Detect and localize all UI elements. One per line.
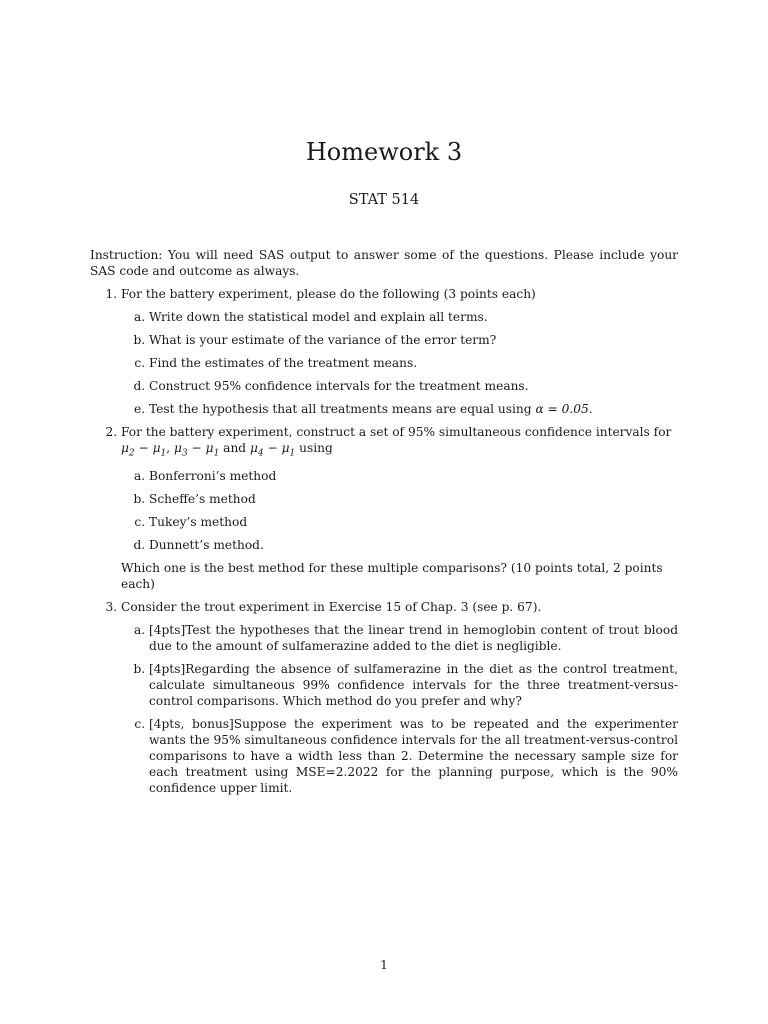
contrast-mu3-mu1: $\mu_3 - \mu_1$ xyxy=(174,441,220,459)
question-2 xyxy=(121,424,678,592)
contrast-mu4-mu1: $\mu_4 - \mu_1$ xyxy=(249,441,296,459)
question-1a: a. Write down the statistical model and explain all terms. xyxy=(149,309,678,325)
question-2-sep1: , xyxy=(166,441,175,455)
alpha-formula: α = 0.05 xyxy=(535,402,589,416)
question-2-text-prefix: For the battery experiment, construct a set of 95% simultaneous confidence intervals for xyxy=(121,425,672,439)
question-3b: b. [4pts]Regarding the absence of sulfamerazine in the diet as the control treatment, calculate simultaneous 99% confidence intervals for the three treatment-versus-control comparisons. Which method do you prefer and why? xyxy=(149,661,678,709)
question-1-text: For the battery experiment, please do the following (3 points each) xyxy=(121,287,536,301)
question-1e-prefix: Test the hypothesis that all treatments means are equal using xyxy=(149,402,536,416)
question-2-sep2: and xyxy=(219,441,250,455)
question-1-subitems xyxy=(121,309,678,417)
homework-body xyxy=(90,247,678,803)
contrast-mu2-mu1: $\mu_2 - \mu_1$ xyxy=(121,441,167,459)
page-number: 1 xyxy=(380,958,388,972)
question-3a: a. [4pts]Test the hypotheses that the linear trend in hemoglobin content of trout blood due to the amount of sulfamerazine added to the diet is negligible. xyxy=(149,622,678,654)
question-3-subitems xyxy=(121,622,678,796)
question-2a: a. Bonferroni’s method xyxy=(149,468,678,484)
question-2c: c. Tukey’s method xyxy=(149,514,678,530)
question-list xyxy=(90,286,678,796)
question-3c: c. [4pts, bonus]Suppose the experiment was to be repeated and the experimenter wants the 95% simultaneous confidence intervals for the all treatment-versus-control comparisons to have a width less than 2. Determine the necessary sample size for each treatment using MSE=2.2022 for the planning purpose, which is the 90% confidence upper limit. xyxy=(149,716,678,796)
course-subtitle: STAT 514 xyxy=(348,192,420,208)
question-1 xyxy=(121,286,678,417)
question-1c: c. Find the estimates of the treatment means. xyxy=(149,355,678,371)
question-2-text-suffix: using xyxy=(295,441,333,455)
instruction-text: Instruction: You will need SAS output to answer some of the questions. Please include your SAS code and outcome as always. xyxy=(90,248,678,278)
document-title: Homework 3 xyxy=(305,138,463,166)
question-3-text: Consider the trout experiment in Exercise 15 of Chap. 3 (see p. 67). xyxy=(121,600,542,615)
question-2b: b. Scheffe’s method xyxy=(149,491,678,507)
question-2-followup: Which one is the best method for these multiple comparisons? (10 points total, 2 points each) xyxy=(121,561,663,592)
question-1e xyxy=(149,401,678,417)
question-2d: d. Dunnett’s method. xyxy=(149,537,678,553)
question-1e-suffix: . xyxy=(588,402,593,416)
question-2-subitems xyxy=(121,468,678,553)
question-1d: d. Construct 95% confidence intervals for the treatment means. xyxy=(149,378,678,394)
question-1b: b. What is your estimate of the variance of the error term? xyxy=(149,332,678,348)
question-3 xyxy=(121,599,678,796)
